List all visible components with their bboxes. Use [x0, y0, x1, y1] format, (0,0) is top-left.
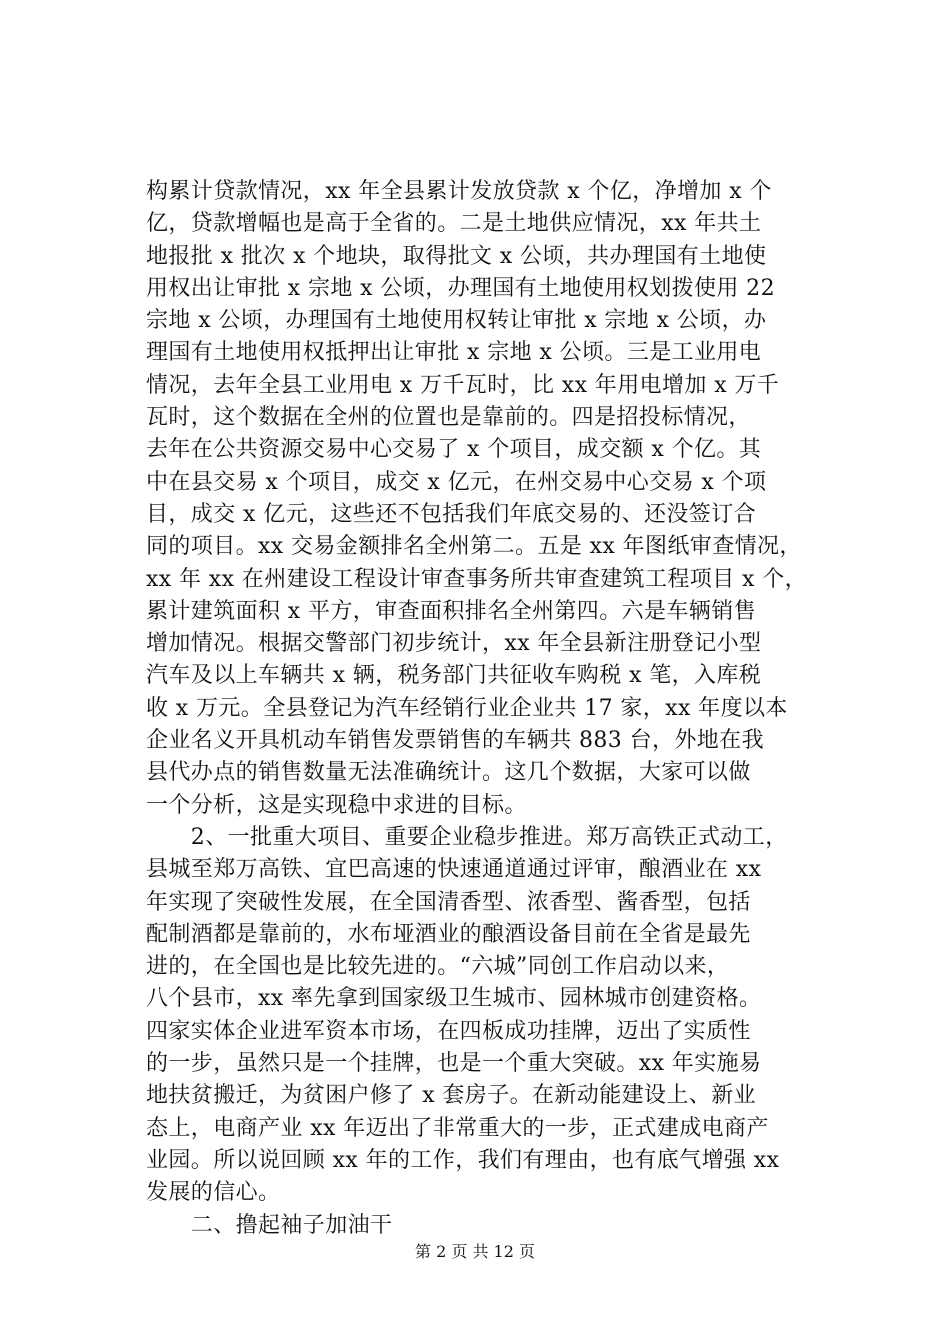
text-line: 一个分析，这是实现稳中求进的目标。: [146, 792, 527, 818]
text-line: 汽车及以上车辆共 x 辆，税务部门共征收车购税 x 笔，入库税: [146, 663, 762, 689]
text-line: 态上，电商产业 xx 年迈出了非常重大的一步，正式建成电商产: [146, 1115, 769, 1141]
text-line: 县代办点的销售数量无法准确统计。这几个数据，大家可以做: [146, 760, 751, 786]
section-heading: 二、撸起袖子加油干: [146, 1212, 393, 1238]
text-line: 瓦时，这个数据在全州的位置也是靠前的。四是招投标情况，: [146, 405, 751, 431]
text-line: 亿，贷款增幅也是高于全省的。二是土地供应情况，xx 年共土: [146, 211, 762, 237]
text-line: 的一步，虽然只是一个挂牌，也是一个重大突破。xx 年实施易: [146, 1051, 762, 1077]
text-line: 中在县交易 x 个项目，成交 x 亿元，在州交易中心交易 x 个项: [146, 469, 767, 495]
body-text: [146, 176, 810, 1242]
text-line: 用权出让审批 x 宗地 x 公顷，办理国有土地使用权划拨使用 22: [146, 275, 775, 301]
text-line: 构累计贷款情况，xx 年全县累计发放贷款 x 个亿，净增加 x 个: [146, 179, 772, 204]
text-line: 收 x 万元。全县登记为汽车经销行业企业共 17 家，xx 年度以本: [146, 695, 788, 721]
text-line: 企业名义开具机动车销售发票销售的车辆共 883 台，外地在我: [146, 728, 764, 754]
text-line: 去年在公共资源交易中心交易了 x 个项目，成交额 x 个亿。其: [146, 437, 762, 463]
text-line: 宗地 x 公顷，办理国有土地使用权转让审批 x 宗地 x 公顷，办: [146, 308, 767, 334]
page-footer: 第 2 页 共 12 页: [415, 1242, 535, 1261]
paragraph-start-line: 2、一批重大项目、重要企业稳步推进。郑万高铁正式动工，: [146, 824, 788, 850]
text-line: 业园。所以说回顾 xx 年的工作，我们有理由，也有底气增强 xx: [146, 1147, 780, 1173]
text-line: 进的，在全国也是比较先进的。“六城”同创工作启动以来，: [146, 954, 730, 980]
text-line: 八个县市，xx 率先拿到国家级卫生城市、园林城市创建资格。: [146, 986, 762, 1012]
text-line: 四家实体企业进军资本市场，在四板成功挂牌，迈出了实质性: [146, 1018, 751, 1044]
text-line: 累计建筑面积 x 平方，审查面积排名全州第四。六是车辆销售: [146, 598, 756, 624]
text-line: 配制酒都是靠前的，水布垭酒业的酿酒设备目前在全省是最先: [146, 921, 751, 947]
text-line: 发展的信心。: [146, 1180, 281, 1206]
text-line: xx 年 xx 在州建设工程设计审查事务所共审查建筑工程项目 x 个，: [146, 566, 808, 592]
text-line: 目，成交 x 亿元，这些还不包括我们年底交易的、还没签订合: [146, 501, 756, 527]
text-line: 年实现了突破性发展，在全国清香型、浓香型、酱香型，包括: [146, 889, 751, 915]
text-line: 地扶贫搬迁，为贫困户修了 x 套房子。在新动能建设上、新业: [146, 1083, 756, 1109]
text-line: 理国有土地使用权抵押出让审批 x 宗地 x 公顷。三是工业用电: [146, 340, 762, 366]
text-line: 情况，去年全县工业用电 x 万千瓦时，比 xx 年用电增加 x 万千: [146, 372, 780, 398]
text-line: 县城至郑万高铁、宜巴高速的快速通道通过评审，酿酒业在 xx: [146, 857, 762, 883]
text-line: 地报批 x 批次 x 个地块，取得批文 x 公顷，共办理国有土地使: [146, 243, 767, 269]
text-line: 同的项目。xx 交易金额排名全州第二。五是 xx 年图纸审查情况，: [146, 534, 802, 560]
text-line: 增加情况。根据交警部门初步统计，xx 年全县新注册登记小型: [146, 631, 762, 657]
